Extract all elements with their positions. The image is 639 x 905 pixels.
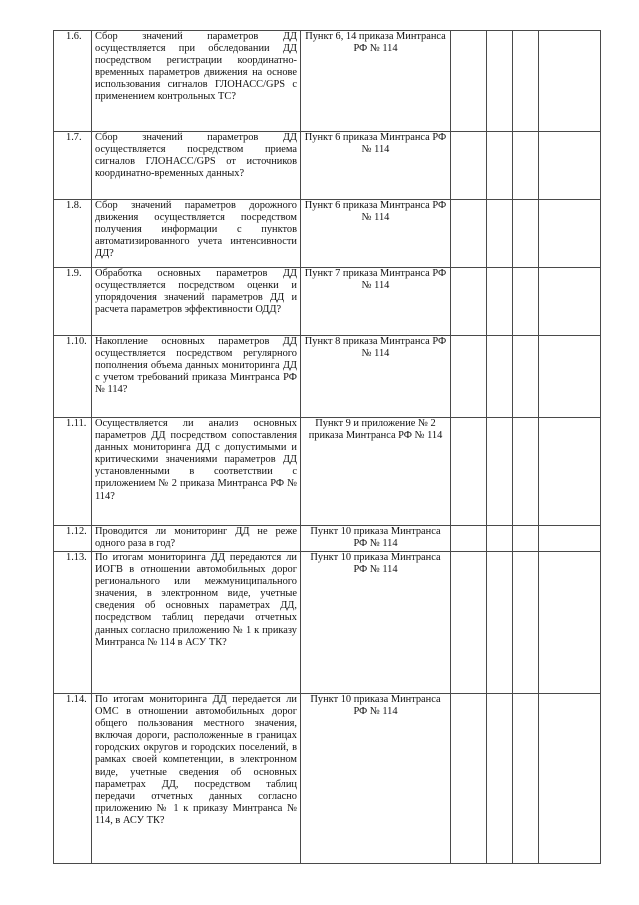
answer-na-cell — [513, 694, 539, 864]
legal-reference-cell: Пункт 6, 14 приказа Минтранса РФ № 114 — [301, 31, 451, 132]
notes-cell — [539, 336, 601, 418]
answer-na-cell — [513, 200, 539, 268]
answer-na-cell — [513, 31, 539, 132]
row-number: 1.14. — [54, 694, 92, 864]
answer-na-cell — [513, 268, 539, 336]
question-cell: Накопление основных параметров ДД осуществляется посредством регулярного пополнения объема данных мониторинга ДД с учетом требований приказа Минтранса РФ № 114? — [92, 336, 301, 418]
answer-yes-cell — [451, 132, 487, 200]
table-row — [54, 268, 601, 336]
question-cell: По итогам мониторинга ДД передается ли ОМС в отношении автомобильных дорог общего пользования местного значения, включая дороги, расположенные в границах городских округов и городских поселений, в рамках своей компетенции, в электронном виде, учетные сведения об основных параметрах ДД, посредством таблиц передачи отчетных данных согласно приложению № 1 к приказу Минтранса № 114, в АСУ ТК? — [92, 694, 301, 864]
row-number: 1.10. — [54, 336, 92, 418]
answer-yes-cell — [451, 694, 487, 864]
legal-reference-cell: Пункт 10 приказа Минтранса РФ № 114 — [301, 552, 451, 694]
legal-reference-cell: Пункт 6 приказа Минтранса РФ № 114 — [301, 132, 451, 200]
table-row — [54, 552, 601, 694]
answer-no-cell — [487, 526, 513, 552]
row-number: 1.7. — [54, 132, 92, 200]
row-number: 1.12. — [54, 526, 92, 552]
answer-yes-cell — [451, 31, 487, 132]
answer-yes-cell — [451, 526, 487, 552]
answer-na-cell — [513, 418, 539, 526]
checklist-table — [53, 30, 601, 864]
answer-no-cell — [487, 694, 513, 864]
table-row — [54, 526, 601, 552]
notes-cell — [539, 31, 601, 132]
answer-yes-cell — [451, 200, 487, 268]
legal-reference-cell: Пункт 10 приказа Минтранса РФ № 114 — [301, 694, 451, 864]
answer-no-cell — [487, 31, 513, 132]
question-cell: Сбор значений параметров ДД осуществляется при обследовании ДД посредством регистрации координатно-временных параметров движения на основе использования сигналов ГЛОНАСС/GPS с применением контрольных ТС? — [92, 31, 301, 132]
question-cell: Проводится ли мониторинг ДД не реже одного раза в год? — [92, 526, 301, 552]
answer-no-cell — [487, 336, 513, 418]
row-number: 1.11. — [54, 418, 92, 526]
answer-yes-cell — [451, 418, 487, 526]
row-number: 1.6. — [54, 31, 92, 132]
row-number: 1.9. — [54, 268, 92, 336]
answer-no-cell — [487, 552, 513, 694]
table-row — [54, 31, 601, 132]
answer-na-cell — [513, 336, 539, 418]
answer-no-cell — [487, 200, 513, 268]
question-cell: Осуществляется ли анализ основных параметров ДД посредством сопоставления данных мониторинга ДД с допустимыми и критическими значениями параметров ДД установленными в соответствии с приложением № 2 приказа Минтранса РФ № 114? — [92, 418, 301, 526]
table-row — [54, 418, 601, 526]
answer-no-cell — [487, 418, 513, 526]
answer-yes-cell — [451, 552, 487, 694]
answer-no-cell — [487, 132, 513, 200]
table-row — [54, 694, 601, 864]
table-row — [54, 336, 601, 418]
notes-cell — [539, 526, 601, 552]
notes-cell — [539, 268, 601, 336]
question-cell: Сбор значений параметров дорожного движения осуществляется посредством получения информации с пунктов автоматизированного учета интенсивности ДД? — [92, 200, 301, 268]
answer-na-cell — [513, 526, 539, 552]
question-cell: Обработка основных параметров ДД осуществляется посредством оценки и упорядочения значений параметров ДД и расчета параметров эффективности ОДД? — [92, 268, 301, 336]
notes-cell — [539, 132, 601, 200]
notes-cell — [539, 552, 601, 694]
answer-na-cell — [513, 552, 539, 694]
answer-no-cell — [487, 268, 513, 336]
table-row — [54, 200, 601, 268]
notes-cell — [539, 200, 601, 268]
notes-cell — [539, 418, 601, 526]
row-number: 1.13. — [54, 552, 92, 694]
row-number: 1.8. — [54, 200, 92, 268]
table-row — [54, 132, 601, 200]
answer-na-cell — [513, 132, 539, 200]
answer-yes-cell — [451, 268, 487, 336]
answer-yes-cell — [451, 336, 487, 418]
notes-cell — [539, 694, 601, 864]
legal-reference-cell: Пункт 9 и приложение № 2 приказа Минтранса РФ № 114 — [301, 418, 451, 526]
legal-reference-cell: Пункт 8 приказа Минтранса РФ № 114 — [301, 336, 451, 418]
question-cell: По итогам мониторинга ДД передаются ли ИОГВ в отношении автомобильных дорог регионального или межмуниципального значения, в электронном виде, учетные сведения об основных параметрах ДД, посредством таблиц передачи отчетных данных согласно приложению № 1 к приказу Минтранса № 114 в АСУ ТК? — [92, 552, 301, 694]
legal-reference-cell: Пункт 7 приказа Минтранса РФ № 114 — [301, 268, 451, 336]
question-cell: Сбор значений параметров ДД осуществляется посредством приема сигналов ГЛОНАСС/GPS от источников координатно-временных данных? — [92, 132, 301, 200]
legal-reference-cell: Пункт 6 приказа Минтранса РФ № 114 — [301, 200, 451, 268]
legal-reference-cell: Пункт 10 приказа Минтранса РФ № 114 — [301, 526, 451, 552]
